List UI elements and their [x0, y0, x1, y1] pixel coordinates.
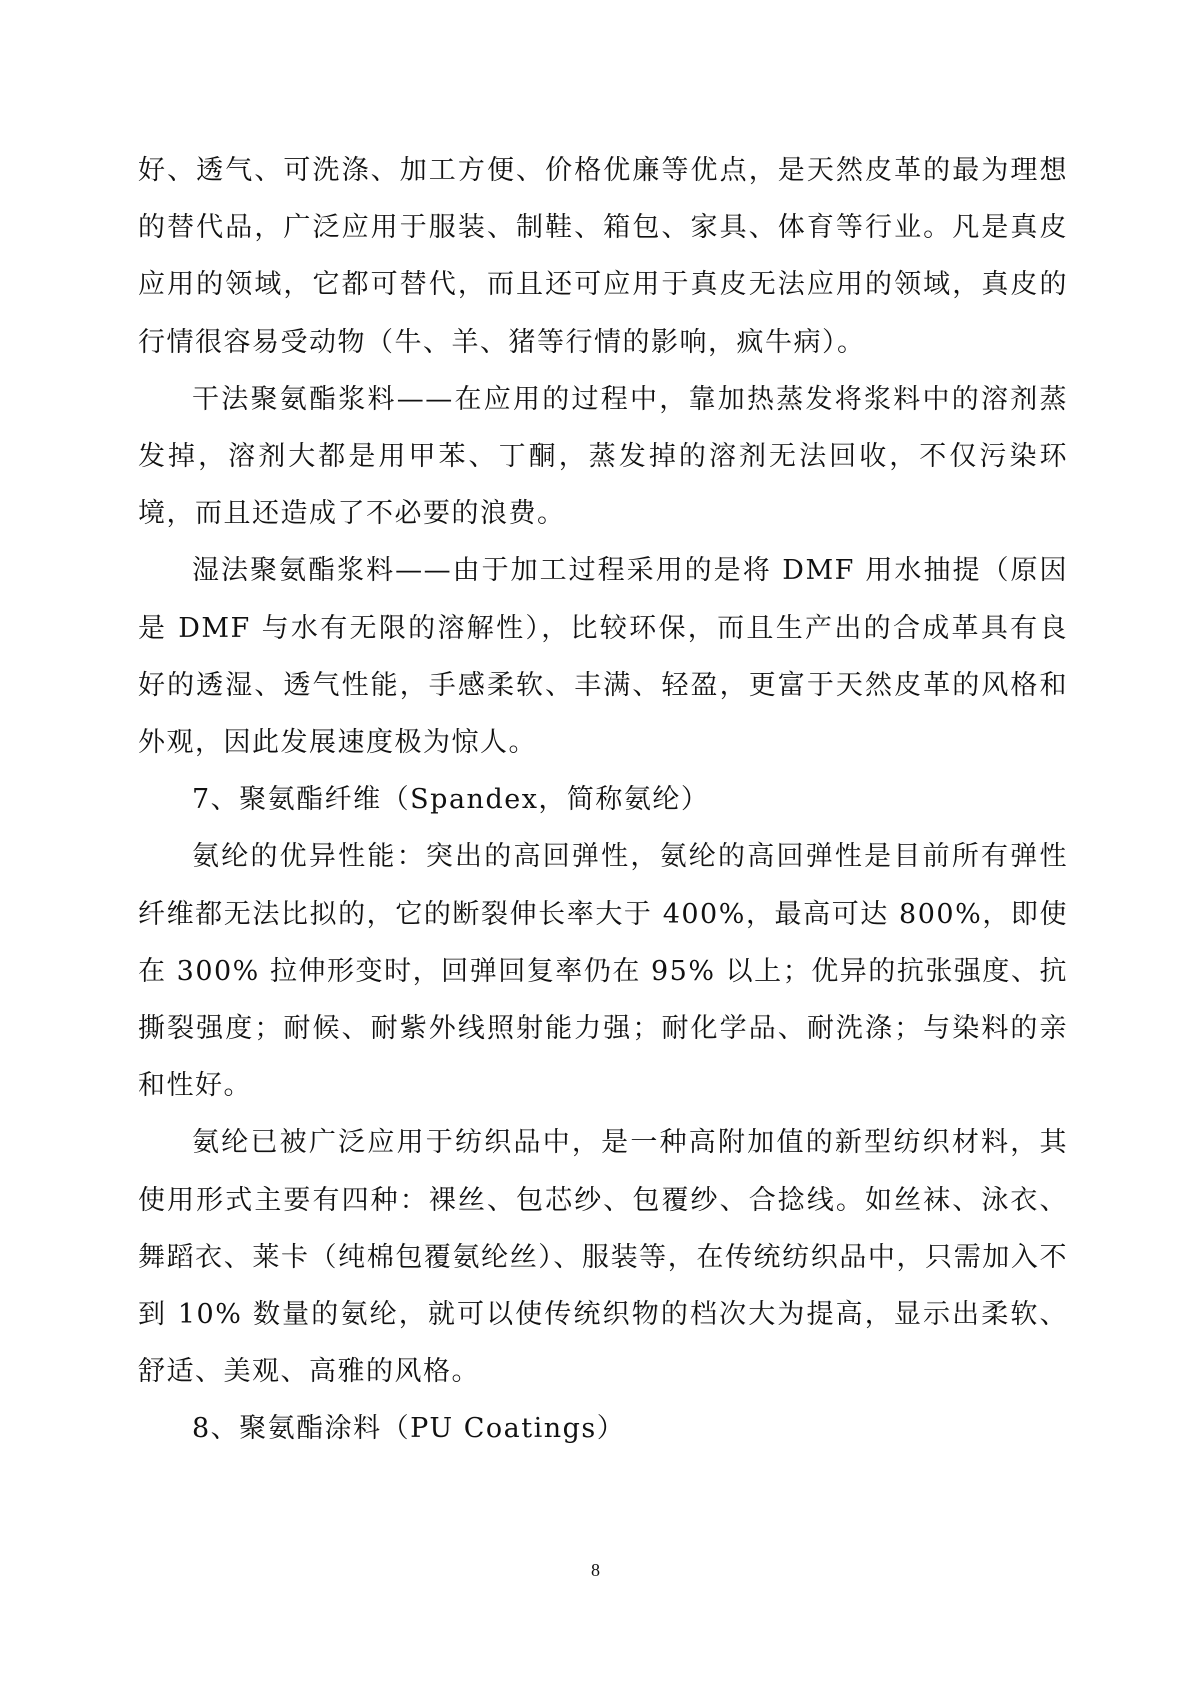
paragraph-dry-process: 干法聚氨酯浆料——在应用的过程中，靠加热蒸发将浆料中的溶剂蒸发掉，溶剂大都是用甲苯、丁酮，蒸发掉的溶剂无法回收，不仅污染环境，而且还造成了不必要的浪费。	[138, 383, 1068, 530]
paragraph-continuation: 好、透气、可洗涤、加工方便、价格优廉等优点，是天然皮革的最为理想的替代品，广泛应用于服装、制鞋、箱包、家具、体育等行业。凡是真皮应用的领域，它都可替代，而且还可应用于真皮无法应用的领域，真皮的行情很容易受动物（牛、羊、猪等行情的影响，疯牛病）。	[138, 155, 1068, 358]
section-heading-7: 7、聚氨酯纤维（Spandex，简称氨纶）	[192, 784, 710, 816]
paragraph-wet-process: 湿法聚氨酯浆料——由于加工过程采用的是将 DMF 用水抽提（原因是 DMF 与水有无限的溶解性），比较环保，而且生产出的合成革具有良好的透湿、透气性能，手感柔软、丰满、轻盈，更富于天然皮革的风格和外观，因此发展速度极为惊人。	[138, 555, 1068, 759]
section-heading-8: 8、聚氨酯涂料（PU Coatings）	[192, 1413, 626, 1445]
page-number: 8	[591, 1560, 600, 1580]
body-text	[138, 142, 1068, 1458]
paragraph-spandex-applications: 氨纶已被广泛应用于纺织品中，是一种高附加值的新型纺织材料，其使用形式主要有四种：裸丝、包芯纱、包覆纱、合捻线。如丝袜、泳衣、舞蹈衣、莱卡（纯棉包覆氨纶丝）、服装等，在传统纺织品中，只需加入不到 10% 数量的氨纶，就可以使传统织物的档次大为提高，显示出柔软、舒适、美观、高雅的风格。	[138, 1127, 1068, 1388]
paragraph-spandex-properties: 氨纶的优异性能：突出的高回弹性，氨纶的高回弹性是目前所有弹性纤维都无法比拟的，它的断裂伸长率大于 400%，最高可达 800%，即使在 300% 拉伸形变时，回弹回复率仍在 95% 以上；优异的抗张强度、抗撕裂强度；耐候、耐紫外线照射能力强；耐化学品、耐洗涤；与染料的亲和性好。	[138, 841, 1068, 1102]
